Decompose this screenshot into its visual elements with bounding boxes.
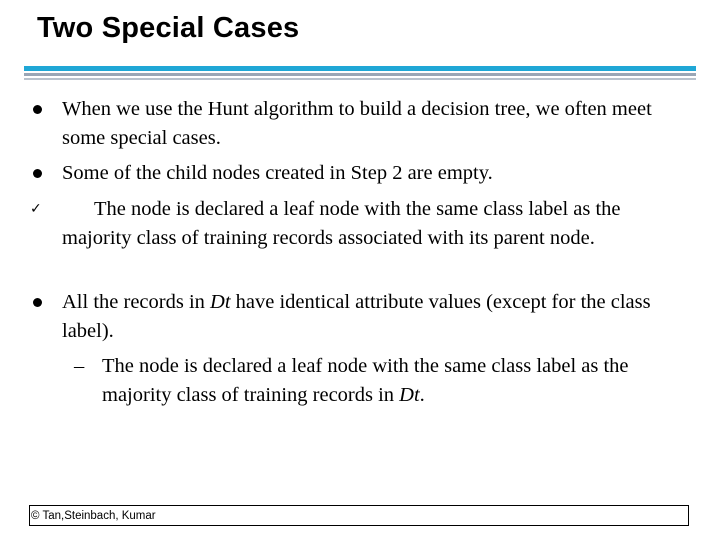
- sub-text-after: .: [419, 384, 425, 406]
- check-icon: ✓: [30, 201, 42, 217]
- bullet-text-before: All the records in: [62, 291, 211, 313]
- title-underline-middle: [24, 73, 696, 76]
- sub-text-emphasis: Dt: [399, 384, 420, 406]
- footer-box: [29, 505, 689, 526]
- bullet-text-emphasis: Dt: [210, 291, 231, 313]
- bullet-icon: [33, 169, 42, 178]
- dash-icon: –: [74, 355, 85, 377]
- title-underline-bottom: [24, 78, 696, 80]
- title-underline-accent: [24, 66, 696, 71]
- bullet-text-after: have identical attribute values (except for the class label).: [62, 291, 651, 342]
- sub-text-before: The node is declared a leaf node with the same class label as the majority class of training records in: [102, 355, 629, 406]
- copyright-text: © Tan,Steinbach, Kumar: [31, 510, 156, 522]
- bullet-item-3: [62, 288, 692, 346]
- check-text: The node is declared a leaf node with the same class label as the majority class of training records associated with its parent node.: [62, 198, 621, 249]
- slide-title: Two Special Cases: [37, 12, 300, 44]
- bullet-icon: [33, 298, 42, 307]
- bullet-text: When we use the Hunt algorithm to build a decision tree, we often meet some special cases.: [62, 98, 652, 149]
- bullet-item-1: [62, 95, 692, 153]
- bullet-item-2: [62, 159, 692, 188]
- bullet-icon: [33, 105, 42, 114]
- sub-item: [74, 352, 682, 410]
- check-item: [30, 195, 692, 253]
- bullet-text: Some of the child nodes created in Step 2 are empty.: [62, 162, 493, 184]
